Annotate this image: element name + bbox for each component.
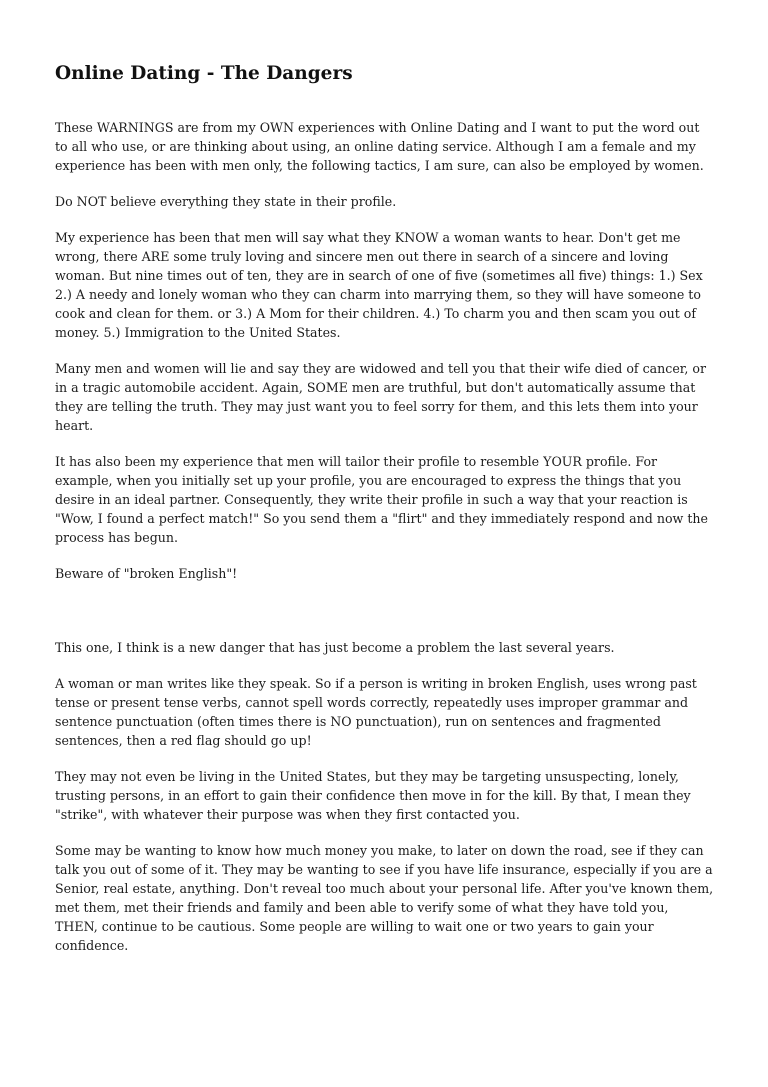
paragraph-money-warning: Some may be wanting to know how much money you make, to later on down the road, see if they can talk you out of some of it. They may be wanting to see if you have life insurance, especially if you are a Senior, real estate, anything. Don't reveal too much about your personal life. After you've known them, met them, met their friends and family and been able to verify some of what they have told you, THEN, continue to be cautious. Some people are willing to wait one or two years to gain your confidence.	[55, 843, 714, 953]
paragraph-new-danger: This one, I think is a new danger that has just become a problem the last several years.	[55, 640, 615, 655]
paragraph-intro: These WARNINGS are from my OWN experiences with Online Dating and I want to put the word out to all who use, or are thinking about using, an online dating service. Although I am a female and my experience has been with men only, the following tactics, I am sure, can also be employed by women.	[55, 120, 704, 173]
paragraph-writing-style: A woman or man writes like they speak. So if a person is writing in broken English, uses wrong past tense or present tense verbs, cannot spell words correctly, repeatedly uses improper grammar and sentence punctuation (often times there is NO punctuation), run on sentences and fragmented sentences, then a red flag should go up!	[55, 676, 697, 748]
page-title: Online Dating - The Dangers	[55, 63, 353, 84]
paragraph-tailored-profile: It has also been my experience that men will tailor their profile to resemble YOUR profile. For example, when you initially set up your profile, you are encouraged to express the things that you desire in an ideal partner. Consequently, they write their profile in such a way that your reaction is "Wow, I found a perfect match!" So you send them a "flirt" and they immediately respond and now the process has begun.	[55, 454, 708, 545]
paragraph-broken-english-heading: Beware of "broken English"!	[55, 566, 238, 581]
paragraph-profile-warning: Do NOT believe everything they state in their profile.	[55, 194, 397, 209]
paragraph-targeting: They may not even be living in the United States, but they may be targeting unsuspecting, lonely, trusting persons, in an effort to gain their confidence then move in for the kill. By that, I mean they "strike", with whatever their purpose was when they first contacted you.	[55, 769, 691, 822]
document-page	[55, 62, 715, 972]
paragraph-men-experience: My experience has been that men will say what they KNOW a woman wants to hear. Don't get me wrong, there ARE some truly loving and sincere men out there in search of a sincere and loving woman. But nine times out of ten, they are in search of one of five (sometimes all five) things: 1.) Sex 2.) A needy and lonely woman who they can charm into marrying them, so they will have someone to cook and clean for them. or 3.) A Mom for their children. 4.) To charm you and then scam you out of money. 5.) Immigration to the United States.	[55, 230, 703, 340]
paragraph-widowed-lies: Many men and women will lie and say they are widowed and tell you that their wife died of cancer, or in a tragic automobile accident. Again, SOME men are truthful, but don't automatically assume that they are telling the truth. They may just want you to feel sorry for them, and this lets them into your heart.	[55, 361, 707, 433]
